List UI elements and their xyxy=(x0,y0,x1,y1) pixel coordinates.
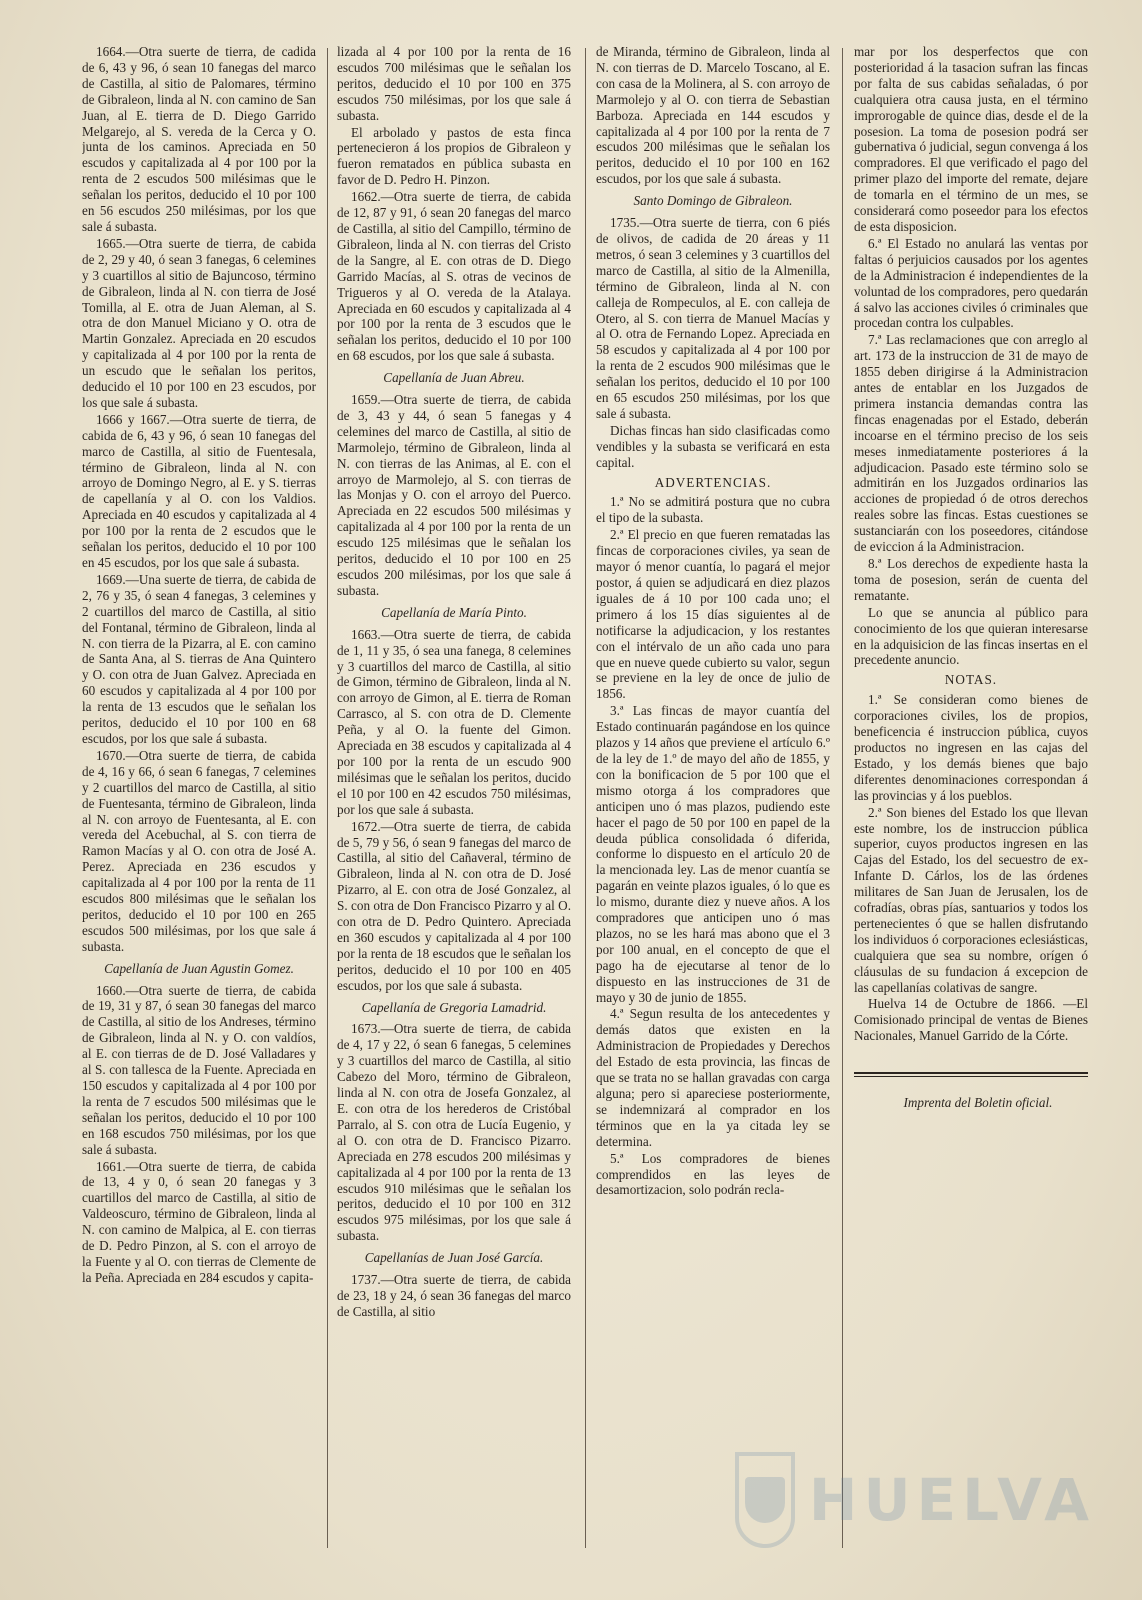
paragraph: 1664.—Otra suerte de tierra, de cadida de 6, 43 y 96, ó sean 10 fanegas del marco de Castilla, al sitio de Palomares, término de Gibraleon, linda al N. con camino de San Juan, al E. tierra de D. Diego Garrido Melgarejo, al S. vereda de la Cerca y O. junta de los caminos. Apreciada en 50 escudos y capitalizada al 4 por 100 por la renta de 2 escudos 500 milésimas que le señalan los peritos, deducido el 10 por 100 en 56 escudos 250 milésimas, por los que sale á subasta. xyxy=(82,44,316,234)
paragraph: 1735.—Otra suerte de tierra, con 6 piés de olivos, de cadida de 20 áreas y 11 metros, ó sean 3 celemines y 3 cuartillos del marco de Castilla, al sitio de la Almenilla, término de Gibraleon, linda al N. con calleja de Rompeculos, al E. con calleja de Otero, al S. con tierra de Manuel Macías y al O. otra de Fernando Lopez. Apreciada en 58 escudos y capitalizada al 4 por 100 por la renta de 2 escudos 900 milésimas que le señalan los peritos, deducido el 10 por 100 en 65 escudos 250 milésimas, por los que sale á subasta. xyxy=(596,215,830,421)
paragraph: Huelva 14 de Octubre de 1866. —El Comisionado principal de ventas de Bienes Nacionales, Manuel Garrido de la Córte. xyxy=(854,996,1088,1044)
huelva-watermark xyxy=(735,1445,1095,1555)
paragraph: lizada al 4 por 100 por la renta de 16 escudos 700 milésimas que le señalan los peritos, deducido el 10 por 100 en 375 escudos 750 milésimas, por los que sale á subasta. xyxy=(337,44,571,123)
watermark-text: HUELVA xyxy=(808,1466,1095,1534)
paragraph: 1662.—Otra suerte de tierra, de cabida de 12, 87 y 91, ó sean 20 fanegas del marco de Castilla, al sitio del Campillo, término de Gibraleon, linda al N. con tierras del Cristo de la Sangre, al E. con otras de D. Diego Garrido Macías, al S. otras de vecinos de Trigueros y al O. vereda de la Atalaya. Apreciada en 60 escudos y capitalizada al 4 por 100 por la renta de 3 escudos que le señalan los peritos, deducido el 10 por 100 en 68 escudos, por los que sale á subasta. xyxy=(337,189,571,364)
paragraph: 1673.—Otra suerte de tierra, de cabida de 4, 17 y 22, ó sean 6 fanegas, 5 celemines y 3 cuartillos del marco de Castilla, al sitio Cabezo del Moro, término de Gibraleon, linda al N. con otra de Josefa Gonzalez, al E. con otra de los herederos de Cristóbal Parralo, al S. con otra de Lucía Eugenio, y al O. con otra de D. Francisco Pizarro. Apreciada en 278 escudos 200 milésimas y capitalizada al 4 por 100 por la renta de 13 escudos 910 milésimas que le señalan los peritos, deducido el 10 por 100 en 312 escudos 975 milésimas, por los que sale á subasta. xyxy=(337,1021,571,1244)
column-2 xyxy=(337,44,571,1574)
column-divider xyxy=(585,48,586,1548)
section-heading: Capellanías de Juan José García. xyxy=(364,1250,544,1266)
column-divider xyxy=(842,48,843,1548)
column-3 xyxy=(596,44,830,1574)
section-heading: Santo Domingo de Gibraleon. xyxy=(633,193,793,209)
paragraph: El arbolado y pastos de esta finca pertenecieron á los propios de Gibraleon y fueron rematados en pública subasta en favor de D. Pedro H. Pinzon. xyxy=(337,124,571,188)
paragraph: 7.ª Las reclamaciones que con arreglo al art. 173 de la instruccion de 31 de mayo de 1855 deben dirigirse á la Administracion antes de entablar en los Juzgados de primera instancia demandas contra las fincas enagenadas por el Estado, deberán incoarse en el término preciso de los seis meses inmediatamente posteriores á la adjudicacion. Pasado este término solo se admitirán en los Juzgados ordinarios las acciones de propiedad ó de otros derechos reales sobre las fincas. Estas cuestiones se sustanciarán con los poseedores, citándose de eviccion á la Administracion. xyxy=(854,332,1088,555)
printer-imprint: Imprenta del Boletin oficial. xyxy=(903,1095,1053,1111)
paragraph: 5.ª Los compradores de bienes comprendidos en las leyes de desamortizacion, solo podrán recla- xyxy=(596,1150,830,1198)
notice-heading: ADVERTENCIAS. xyxy=(654,474,772,490)
column-1 xyxy=(82,44,316,1574)
section-heading: Capellanía de María Pinto. xyxy=(381,604,527,620)
paragraph: 8.ª Los derechos de expediente hasta la toma de posesion, serán de cuenta del rematante. xyxy=(854,556,1088,603)
paragraph: 1666 y 1667.—Otra suerte de tierra, de cabida de 6, 43 y 96, ó sean 10 fanegas del marco de Castilla, al sitio de Fuentesala, término de Gibraleon, linda al N. con arroyo de Domingo Negro, al E. y S. tierras de capellanía y al O. con los Valdios. Apreciada en 40 escudos y capitalizada al 4 por 100 por la renta de 2 escudos que le señalan los peritos, deducido el 10 por 100 en 45 escudos, por los que sale á subasta. xyxy=(82,411,316,570)
paragraph: 1665.—Otra suerte de tierra, de cabida de 2, 29 y 40, ó sean 3 fanegas, 6 celemines y 3 cuartillos al sitio de Bajuncoso, término de Gibraleon, linda al N. con tierra de José Tomilla, al E. otra de Juan Aleman, al S. otra de don Manuel Miciano y O. otra de Martin Gonzalez. Apreciada en 20 escudos y capitalizada al 4 por 100 por la renta de un escudo que le señalan los peritos, deducido el 10 por 100 en 23 escudos, por los que sale á subasta. xyxy=(82,235,316,410)
paragraph: 1661.—Otra suerte de tierra, de cabida de 13, 4 y 0, ó sean 20 fanegas y 3 cuartillos del marco de Castilla, al sitio de Valdeoscuro, término de Gibraleon, linda al N. con camino de Malpica, al E. con tierras de D. Pedro Pinzon, al S. con el arroyo de la Fuente y al O. con tierras de Clemente de la Peña. Apreciada en 284 escudos y capita- xyxy=(82,1158,316,1285)
paragraph: Lo que se anuncia al público para conocimiento de los que quieran interesarse en la adquisicion de las fincas insertas en el precedente anuncio. xyxy=(854,604,1088,668)
paragraph: 4.ª Segun resulta de los antecedentes y demás datos que existen en la Administracion de Propiedades y Derechos del Estado de esta provincia, las fincas de que se trata no se hallan gravadas con carga alguna; pero si apareciese posteriormente, se indemnizará al comprador en los términos que en la ya citada ley se determina. xyxy=(596,1006,830,1149)
paragraph: 3.ª Las fincas de mayor cuantía del Estado continuarán pagándose en los quince plazos y 14 años que previene el artículo 6.º de la ley de 1.º de mayo del año de 1855, y con la bonificacion de 5 por 100 que el mismo otorga á los compradores que anticipen uno ó mas plazos, pudiendo este hacer el pago de 50 por 100 en papel de la deuda pública consolidada ó diferida, conforme lo dispuesto en el artículo 20 de la mencionada ley. Las de menor cuantía se pagarán en veinte plazos iguales, ó lo que es lo mismo, durante diez y nueve años. A los compradores que anticipen uno ó mas plazos, no se les hará mas abono que el 3 por 100 anual, en el concepto de que el pago ha de ejecutarse al tenor de lo dispuesto en las instrucciones de 31 de mayo y 30 de junio de 1855. xyxy=(596,703,830,1005)
paragraph: 1660.—Otra suerte de tierra, de cabida de 19, 31 y 87, ó sean 30 fanegas del marco de Castilla, al sitio de los Andreses, término de Gibraleon, linda al N. y O. con valdíos, al E. con tierras de de D. José Valladares y al S. con tallesca de la Fuente. Apreciada en 150 escudos y capitalizada al 4 por 100 por la renta de 7 escudos 500 milésimas que le señalan los peritos, deducido el 10 por 100 en 168 escudos 750 milésimas, por los que sale á subasta. xyxy=(82,982,316,1157)
notice-heading: NOTAS. xyxy=(944,672,998,688)
paragraph: 1.ª Se consideran como bienes de corporaciones civiles, los de propios, beneficencia é instruccion pública, cuyos productos no ingresen en las cajas del Estado, y los demás bienes que bajo diferentes denominaciones correspondan á las provincias y á los pueblos. xyxy=(854,692,1088,803)
paragraph: 1659.—Otra suerte de tierra, de cabida de 3, 43 y 44, ó sean 5 fanegas y 4 celemines del marco de Castilla, al sitio de Marmolejo, término de Gibraleon, linda al N. con tierras de las Animas, al E. con el arroyo de Marmolejo, al S. con tierras de las Monjas y O. con el arroyo del Puerco. Apreciada en 22 escudos 500 milésimas y capitalizada al 4 por 100 por la renta de un escudo 125 milésimas que le señalan los peritos, deducido el 10 por 100 en 25 escudos 200 milésimas, por los que sale á subasta. xyxy=(337,392,571,598)
paragraph: Dichas fincas han sido clasificadas como vendibles y la subasta se verificará en esta capital. xyxy=(596,422,830,470)
paragraph: 6.ª El Estado no anulará las ventas por faltas ó perjuicios causados por los agentes de la Administracion é independientes de la voluntad de los compradores, pero quedarán á salvo las acciones civiles ó criminales que procedan contra los culpables. xyxy=(854,235,1088,331)
paragraph: 1.ª No se admitirá postura que no cubra el tipo de la subasta. xyxy=(596,494,830,526)
crest-icon xyxy=(735,1452,795,1548)
column-4 xyxy=(854,44,1088,1574)
paragraph: mar por los desperfectos que con posterioridad á la tasacion sufran las fincas por falta de sus cabidas señaladas, ó por cualquiera otra causa justa, en el término improrogable de quince dias, desde el de la posesion. La toma de posesion podrá ser gubernativa ó judicial, segun convenga á los compradores. El que verificado el pago del primer plazo del importe del remate, dejare de tomarla en el término de un mes, se considerará como poseedor para los efectos de esta disposicion. xyxy=(854,44,1088,234)
paragraph: 1669.—Una suerte de tierra, de cabida de 2, 76 y 35, ó sean 4 fanegas, 3 celemines y 2 cuartillos del marco de Castilla, al sitio del Fontanal, término de Gibraleon, linda al N. con tierra de la Pizarra, al E. con camino de Santa Ana, al S. tierras de Ana Quintero y O. con otra de Juan Galvez. Apreciada en 60 escudos y capitalizada al 4 por 100 por la renta de 13 escudos que le señalan los peritos, deducido el 10 por 100 en 68 escudos, por los que sale á subasta. xyxy=(82,571,316,746)
section-heading: Capellanía de Gregoria Lamadrid. xyxy=(361,999,547,1015)
paragraph: 1672.—Otra suerte de tierra, de cabida de 5, 79 y 56, ó sean 9 fanegas del marco de Castilla, al sitio del Cañaveral, término de Gibraleon, linda al N. con otra de D. José Pizarro, al E. con otra de José Gonzalez, al S. con otra de Don Francisco Pizarro y al O. con otra de D. Pedro Quintero. Apreciada en 360 escudos y capitalizada al 4 por 100 por la renta de 18 escudos que le señalan los peritos, deducido el 10 por 100 en 405 escudos, por los que sale á subasta. xyxy=(337,818,571,993)
column-divider xyxy=(327,48,328,1548)
paragraph: 1670.—Otra suerte de tierra, de cabida de 4, 16 y 66, ó sean 6 fanegas, 7 celemines y 2 cuartillos del marco de Castilla, al sitio de Fuentesanta, término de Gibraleon, linda al N. con arroyo de Fuentesanta, al E. con vereda del Acebuchal, al S. con tierra de Ramon Macías y al O. con otra de José A. Perez. Apreciada en 236 escudos y capitalizada al 4 por 100 por la renta de 11 escudos 800 milésimas que le señalan los peritos, deducido el 10 por 100 en 265 escudos 500 milésimas, por los que sale á subasta. xyxy=(82,747,316,954)
paragraph: 1663.—Otra suerte de tierra, de cabida de 1, 11 y 35, ó sea una fanega, 8 celemines y 3 cuartillos del marco de Castilla, al sitio de Gimon, término de Gibraleon, linda al N. con arroyo de Gimon, al E. tierra de Roman Carrasco, al S. con otra de D. Clemente Peña, y al O. la fuente del Gimon. Apreciada en 38 escudos y capitalizada al 4 por 100 por la renta de un escudo 900 milésimas que le señalan los peritos, ducido el 10 por 100 en 42 escudos 750 milésimas, por los que sale á subasta. xyxy=(337,626,571,817)
end-rule xyxy=(854,1072,1088,1077)
paragraph: 1737.—Otra suerte de tierra, de cabida de 23, 18 y 24, ó sean 36 fanegas del marco de Castilla, al sitio xyxy=(337,1272,571,1319)
section-heading: Capellanía de Juan Agustin Gomez. xyxy=(104,960,294,976)
paragraph: 2.ª Son bienes del Estado los que llevan este nombre, los de instruccion pública superior, cuyos productos ingresen en las Cajas del Estado, los del secuestro de ex-Infante D. Cárlos, los de las órdenes militares de San Juan de Jerusalen, los de cofradías, obras pías, santuarios y todos los pertenecientes ó que se hallen disfrutando los individuos ó corporaciones eclesiásticas, cualquiera que sea su nombre, orígen ó cláusulas de su fundacion á excepcion de las capellanías colativas de sangre. xyxy=(854,804,1088,995)
section-heading: Capellanía de Juan Abreu. xyxy=(383,370,525,386)
paragraph: 2.ª El precio en que fueren rematadas las fincas de corporaciones civiles, ya sean de mayor ó menor cuantía, lo pagará el mejor postor, á quien se adjudicará en diez plazos iguales de á 10 por 100 cada uno; el primero á los 15 días siguientes al de notificarse la adjudicacion, y los restantes con el intérvalo de un año cada uno para que en nueve quede cubierto su valor, segun se previene en la ley de once de julio de 1856. xyxy=(596,527,830,702)
paragraph: de Miranda, término de Gibraleon, linda al N. con tierras de D. Marcelo Toscano, al E. con casa de la Molinera, al S. con arroyo de Marmolejo y al O. con tierra de Sebastian Barboza. Apreciada en 144 escudos y capitalizada al 4 por 100 por la renta de 7 escudos 200 milésimas que le señalan los peritos, deducido el 10 por 100 en 162 escudos, por los que sale á subasta. xyxy=(596,44,830,187)
